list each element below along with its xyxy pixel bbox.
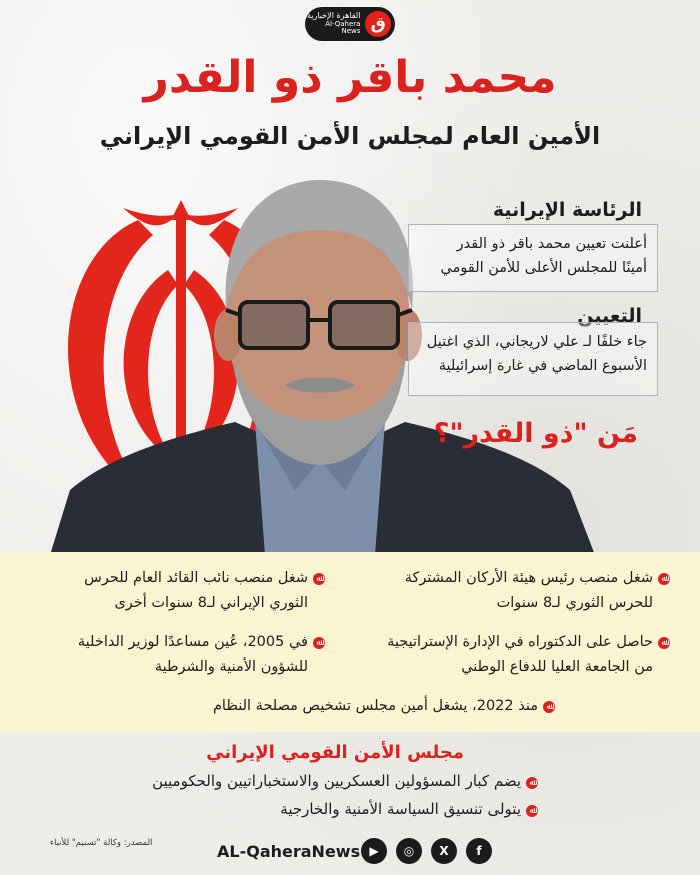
- appointment-line-1: جاء خلفًا لـ علي لاريجاني، الذي اغتيل: [426, 334, 647, 350]
- facebook-icon[interactable]: f: [466, 838, 492, 864]
- emblem-bullet-icon: ﷲ: [658, 573, 670, 585]
- fact-line: في 2005، عُين مساعدًا لوزير الداخلية: [77, 634, 308, 650]
- who-heading: مَن "ذو القدر"؟: [433, 418, 638, 449]
- fact-line: شغل منصب رئيس هيئة الأركان المشتركة: [404, 570, 653, 586]
- logo-mark-icon: ق: [365, 11, 391, 37]
- fact-line: منذ 2022، يشغل أمين مجلس تشخيص مصلحة النظام: [212, 698, 538, 714]
- fact-line: من الجامعة العليا للدفاع الوطني: [461, 658, 653, 675]
- facts-band: [0, 552, 700, 732]
- emblem-bullet-icon: ﷲ: [526, 777, 538, 789]
- instagram-icon[interactable]: ◎: [396, 838, 422, 864]
- social-links: [361, 838, 492, 864]
- presidency-line-1: أعلنت تعيين محمد باقر ذو القدر: [456, 236, 647, 252]
- appointment-heading: التعيين: [577, 305, 642, 327]
- fact-item: [135, 694, 555, 719]
- fact-item: [335, 630, 670, 679]
- fact-line: للشؤون الأمنية والشرطية: [154, 658, 308, 675]
- channel-logo: [305, 7, 395, 41]
- emblem-bullet-icon: ﷲ: [658, 637, 670, 649]
- fact-line: حاصل على الدكتوراه في الإدارة الإستراتيجية: [387, 634, 653, 650]
- council-item-text: يضم كبار المسؤولين العسكريين والاستخباراتيين والحكوميين: [152, 772, 521, 790]
- source-credit: المصدر: وكالة "تسنيم" للأنباء: [50, 838, 153, 848]
- fact-item: [350, 566, 670, 615]
- youtube-icon[interactable]: ▶: [361, 838, 387, 864]
- council-item: [280, 800, 538, 818]
- appointment-box: [408, 322, 658, 396]
- fact-line: للحرس الثوري لـ8 سنوات: [496, 594, 653, 611]
- emblem-bullet-icon: ﷲ: [313, 637, 325, 649]
- presidency-line-2: أمينًا للمجلس الأعلى للأمن القومي: [440, 259, 647, 276]
- logo-english-text: Al-Qahera News: [325, 19, 361, 36]
- emblem-bullet-icon: ﷲ: [543, 701, 555, 713]
- presidency-box: [408, 224, 658, 292]
- page-subtitle: الأمين العام لمجلس الأمن القومي الإيراني: [99, 122, 601, 150]
- logo-arabic-text: القاهرة الإخبارية: [306, 11, 361, 21]
- x-icon[interactable]: X: [431, 838, 457, 864]
- council-item-text: يتولى تنسيق السياسة الأمنية والخارجية: [280, 800, 521, 818]
- page-title: محمد باقر ذو القدر: [143, 52, 557, 103]
- emblem-bullet-icon: ﷲ: [526, 805, 538, 817]
- presidency-heading: الرئاسة الإيرانية: [492, 199, 642, 221]
- fact-line: شغل منصب نائب القائد العام للحرس: [84, 570, 308, 586]
- council-title: مجلس الأمن القومي الإيراني: [206, 742, 464, 763]
- fact-item: [25, 566, 325, 615]
- fact-item: [25, 630, 325, 679]
- brand-name: AL-QaheraNews: [217, 842, 361, 861]
- emblem-bullet-icon: ﷲ: [313, 573, 325, 585]
- council-item: [152, 772, 538, 790]
- appointment-line-2: الأسبوع الماضي في غارة إسرائيلية: [438, 357, 647, 374]
- fact-line: الثوري الإيراني لـ8 سنوات أخرى: [114, 594, 308, 611]
